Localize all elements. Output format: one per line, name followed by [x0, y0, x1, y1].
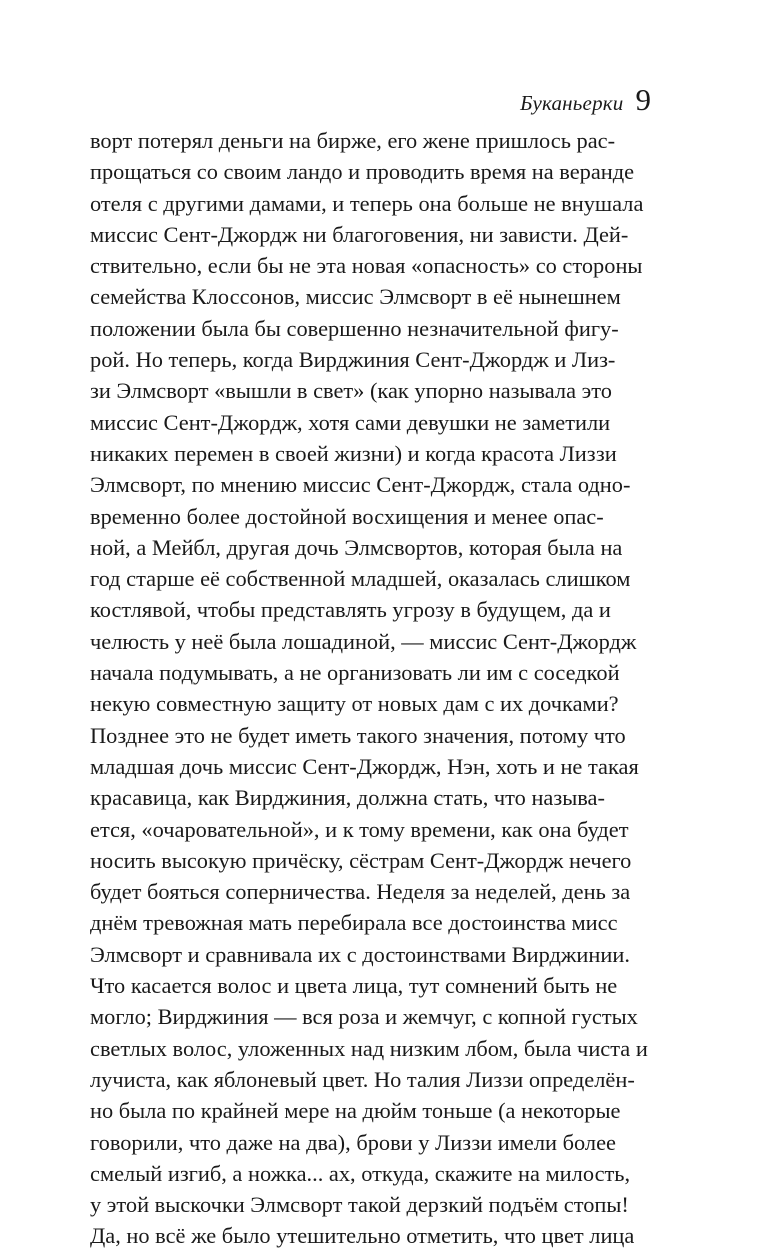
text-line: но была по крайней мере на дюйм тоньше (а некоторые: [90, 1098, 621, 1124]
text-line: ной, а Мейбл, другая дочь Элмсвортов, которая была на: [90, 534, 623, 560]
text-line: говорили, что даже на два), брови у Лиззи имели более: [90, 1129, 616, 1155]
page-number: 9: [635, 82, 651, 117]
text-line: рой. Но теперь, когда Вирджиния Сент-Джордж и Лиз-: [90, 347, 616, 373]
text-line: могло; Вирджиния — вся роза и жемчуг, с копной густых: [90, 1004, 638, 1030]
text-line: ворт потерял деньги на бирже, его жене пришлось рас-: [90, 128, 616, 153]
text-line: младшая дочь миссис Сент-Джордж, Нэн, хоть и не такая: [90, 753, 639, 779]
text-line: ется, «очаровательной», и к тому времени, как она будет: [90, 816, 629, 842]
text-line: миссис Сент-Джордж ни благоговения, ни зависти. Дей-: [90, 221, 629, 247]
text-line: лучиста, как яблоневый цвет. Но талия Лиззи определён-: [90, 1066, 635, 1092]
text-line: начала подумывать, а не организовать ли им с соседкой: [90, 660, 620, 686]
text-line: ствительно, если бы не эта новая «опасность» со стороны: [90, 253, 643, 279]
body-text: [90, 125, 652, 1252]
text-line: у этой выскочки Элмсворт такой дерзкий подъём стопы!: [90, 1192, 629, 1218]
text-line: Позднее это не будет иметь такого значения, потому что: [90, 722, 626, 748]
text-line: отеля с другими дамами, и теперь она больше не внушала: [90, 190, 644, 216]
text-line: год старше её собственной младшей, оказалась слишком: [90, 566, 631, 592]
text-line: прощаться со своим ландо и проводить время на веранде: [90, 159, 635, 185]
text-line: Что касается волос и цвета лица, тут сомнений быть не: [90, 973, 618, 999]
text-line: Элмсворт и сравнивала их с достоинствами Вирджинии.: [90, 941, 630, 967]
running-title: Буканьерки: [520, 91, 624, 115]
running-head: [520, 84, 651, 116]
text-line: смелый изгиб, а ножка... ах, откуда, скажите на милость,: [90, 1160, 631, 1186]
text-line: красавица, как Вирджиния, должна стать, что называ-: [90, 785, 605, 811]
text-line: носить высокую причёску, сёстрам Сент-Джордж нечего: [90, 847, 632, 873]
text-line: будет бояться соперничества. Неделя за неделей, день за: [90, 879, 631, 905]
text-line: днём тревожная мать перебирала все достоинства мисс: [90, 910, 618, 936]
text-line: Да, но всё же было утешительно отметить, что цвет лица: [90, 1223, 635, 1249]
text-line: миссис Сент-Джордж, хотя сами девушки не заметили: [90, 409, 611, 435]
text-line: временно более достойной восхищения и менее опас-: [90, 503, 604, 529]
text-line: семейства Клоссонов, миссис Элмсворт в её нынешнем: [90, 284, 621, 310]
text-line: Элмсворт, по мнению миссис Сент-Джордж, стала одно-: [90, 472, 631, 498]
text-line: светлых волос, уложенных над низким лбом, была чиста и: [90, 1035, 648, 1061]
text-line: челюсть у неё была лошадиной, — миссис Сент-Джордж: [90, 628, 637, 654]
text-line: зи Элмсворт «вышли в свет» (как упорно называла это: [90, 378, 612, 404]
text-line: костлявой, чтобы представлять угрозу в будущем, да и: [90, 597, 611, 623]
text-line: никаких перемен в своей жизни) и когда красота Лиззи: [90, 440, 617, 466]
text-line: положении была бы совершенно незначительной фигу-: [90, 315, 619, 341]
text-line: некую совместную защиту от новых дам с их дочками?: [90, 691, 619, 717]
